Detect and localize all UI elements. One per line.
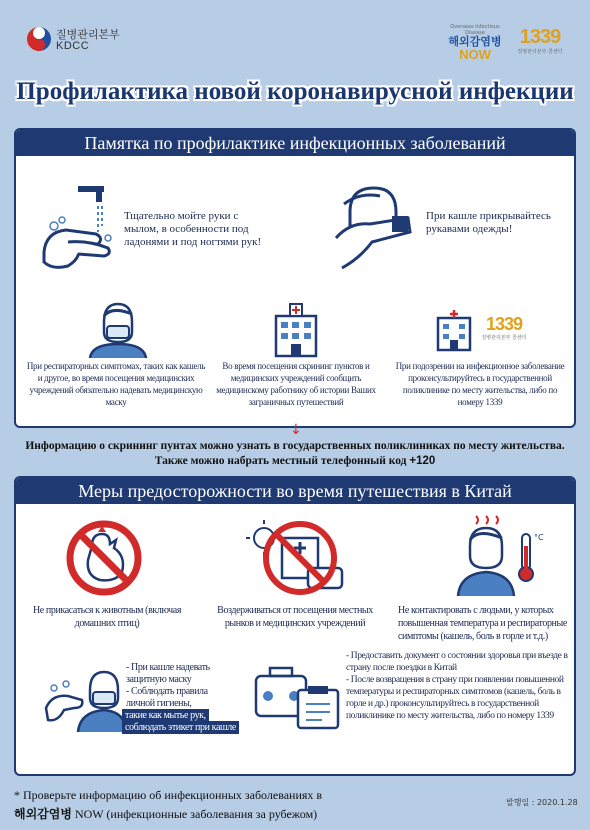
footer-line2 [14, 805, 317, 822]
no-animals-icon [64, 518, 144, 598]
hygiene-highlight [122, 710, 254, 734]
now-logo-caption: Overseas Infectious Disease [450, 24, 500, 36]
screening-notice-line1: Информацию о скрининг пунтах можно узнать в государственных поликлиниках по месту жительства. [25, 440, 565, 452]
screening-notice-text: Также можно набрать местный телефонный код [154, 455, 410, 467]
footer-line1: * Проверьте информацию об инфекционных заболеваниях в [14, 788, 323, 802]
hygiene-mask-line: - При кашле надевать защитную маску [126, 662, 210, 685]
hotline-logo [510, 26, 570, 62]
clinic-hotline [474, 314, 534, 341]
footer-brand-desc: NOW (инфекционные заболевания за рубежом) [71, 807, 318, 821]
handwashing-text: Тщательно мойте руки с мылом, в особенности под ладонями и под ногтями рук! [124, 210, 262, 248]
clinic-hotline-number: 1339 [485, 314, 523, 334]
mask-text: При респираторных симптомах, таких как кашель и другое, во время посещения медицинских учреждений обязательно надевать медицинскую маску [26, 361, 206, 407]
clinic-icon [434, 308, 474, 352]
page-title: Профилактика новой коронавирусной инфекции [16, 78, 574, 105]
now-logo [444, 24, 506, 64]
publish-date: 발행일 : 2020.1.28 [506, 798, 578, 807]
travel-docs-line1: - Предоставить документ о состоянии здоровья при въезде в страну после поездки в Китай [346, 651, 568, 673]
travel-documents-icon [252, 662, 344, 734]
cough-text: При кашле прикрывайтесь рукавами одежды! [426, 210, 551, 235]
travel-panel [14, 476, 576, 776]
no-markets-text: Воздерживаться от посещения местных рынков и медицинских учреждений [217, 605, 373, 629]
hospital-icon [266, 302, 326, 358]
mask-person-icon [88, 302, 148, 358]
org-name-kr: 질병관리본부 [56, 28, 120, 41]
hygiene-rules-line: - Соблюдать правила личной гигиены, [126, 686, 208, 709]
hygiene-text [126, 662, 238, 710]
hotline-caption: 질병관리본부 콜센터 [517, 49, 563, 55]
handwashing-icon [38, 182, 118, 274]
footer-brand: 해외감염병 [14, 807, 72, 821]
hygiene-highlight-line2: соблюдать этикет при кашле [122, 721, 239, 734]
hotline-digits: 1339 [519, 26, 561, 48]
svg-text:°C: °C [534, 533, 544, 542]
hygiene-person-icon [44, 668, 126, 732]
screening-notice-line2 [0, 455, 590, 467]
cough-elbow-icon [330, 182, 416, 270]
down-arrow-icon: ↓ [290, 422, 302, 438]
hotline-number [510, 26, 570, 48]
fever-person-icon [456, 514, 550, 596]
prevention-heading: Памятка по профилактике инфекционных заболеваний [16, 130, 574, 156]
no-markets-icon [242, 518, 352, 598]
travel-heading: Меры предосторожности во время путешествия в Китай [16, 478, 574, 504]
taegeuk-icon [26, 26, 52, 52]
kcdc-logo [26, 24, 136, 64]
no-contact-text: Не контактировать с людьми, у которых повышенная температура и респираторные симптомы (кашель, боль в горле и т.д.) [398, 605, 567, 642]
no-animals-text: Не прикасаться к животным (включая домашних птиц) [32, 605, 182, 629]
phone-code: +120 [409, 455, 436, 467]
hygiene-highlight-line1: такие как мытье рук, [122, 709, 209, 722]
travel-docs-line2: - После возвращения в страну при появлении повышенной температуры и респираторных симптомов (кашель, боль в горле и др.) проконсультируйтесь в государственной поликлинике по месту жительства, либо по номеру 1339 [346, 675, 564, 721]
travel-docs-text [346, 650, 568, 722]
clinic-hotline-caption: 질병관리본부 콜센터 [481, 335, 527, 341]
now-logo-now: NOW [459, 47, 491, 62]
prevention-panel [14, 128, 576, 428]
hotline-text: При подозрении на инфекционное заболевание проконсультируйтесь в государственной поликлинике по месту жительства, либо по номеру 1339 [395, 361, 565, 407]
now-logo-brand: 해외감염병 [448, 35, 502, 48]
org-abbr: KDCC [56, 40, 90, 52]
hospital-text: Во время посещения скрининг пунктов и медицинских учреждений сообщить медицинскому работнику об истории Ваших заграничных путешествий [216, 361, 376, 407]
